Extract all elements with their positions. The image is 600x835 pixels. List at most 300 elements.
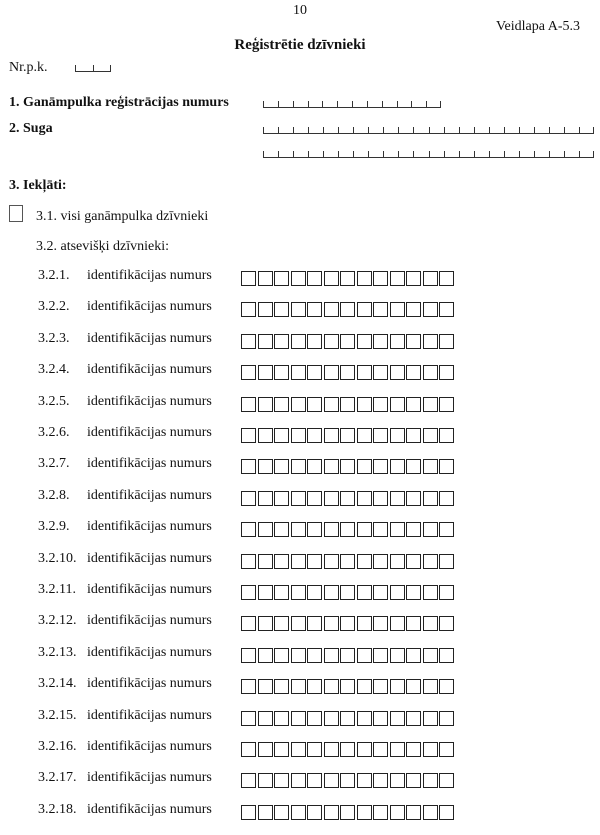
id-number-digit-box[interactable] [291,365,306,380]
id-number-digit-box[interactable] [307,271,322,286]
id-number-digit-box[interactable] [357,459,372,474]
id-number-digit-box[interactable] [241,711,256,726]
id-number-digit-box[interactable] [373,302,388,317]
id-number-digit-box[interactable] [307,302,322,317]
id-number-digit-box[interactable] [274,616,289,631]
id-number-item-number: 3.2.10. [38,550,77,566]
id-number-digit-box[interactable] [241,365,256,380]
id-number-digit-box[interactable] [274,679,289,694]
id-number-digit-box[interactable] [439,679,454,694]
id-number-digit-box[interactable] [439,522,454,537]
id-number-digit-box[interactable] [324,554,339,569]
id-number-digit-box[interactable] [373,334,388,349]
id-number-digit-box[interactable] [439,742,454,757]
id-number-digit-box[interactable] [439,616,454,631]
id-number-item-label: identifikācijas numurs [87,613,212,629]
nrpk-field[interactable] [75,63,111,72]
id-number-digit-box[interactable] [274,648,289,663]
id-number-digit-box[interactable] [324,616,339,631]
id-number-digit-box[interactable] [390,334,405,349]
id-number-digit-box[interactable] [390,302,405,317]
id-number-digit-box[interactable] [340,334,355,349]
id-number-digit-box[interactable] [324,648,339,663]
id-number-item-number: 3.2.17. [38,770,77,786]
id-number-digit-box[interactable] [274,302,289,317]
id-number-digit-box[interactable] [324,428,339,443]
nrpk-label: Nr.p.k. [9,60,48,75]
id-number-item-label: identifikācijas numurs [87,519,212,535]
id-number-digit-box[interactable] [406,711,421,726]
id-number-digit-box[interactable] [291,648,306,663]
id-number-digit-box[interactable] [241,302,256,317]
id-number-digit-box[interactable] [357,805,372,820]
id-number-digit-box[interactable] [390,491,405,506]
all-animals-option: 3.1. visi ganāmpulka dzīvnieki [36,209,209,224]
id-number-digit-box[interactable] [439,365,454,380]
id-number-digit-box[interactable] [357,522,372,537]
id-number-digit-box[interactable] [373,585,388,600]
id-number-digit-box[interactable] [423,428,438,443]
id-number-digit-box[interactable] [324,459,339,474]
id-number-digit-box[interactable] [307,554,322,569]
id-number-digit-box[interactable] [340,428,355,443]
id-number-input[interactable] [241,585,457,601]
id-number-digit-box[interactable] [241,616,256,631]
id-number-digit-box[interactable] [423,805,438,820]
id-number-input[interactable] [241,773,457,789]
id-number-digit-box[interactable] [274,428,289,443]
id-number-digit-box[interactable] [340,365,355,380]
id-number-digit-box[interactable] [357,711,372,726]
species-field-line-1[interactable] [263,125,594,134]
id-number-row [0,582,600,602]
id-number-input[interactable] [241,554,457,570]
id-number-digit-box[interactable] [274,491,289,506]
id-number-digit-box[interactable] [324,679,339,694]
id-number-digit-box[interactable] [241,491,256,506]
id-number-item-label: identifikācijas numurs [87,487,212,503]
id-number-digit-box[interactable] [373,742,388,757]
id-number-digit-box[interactable] [423,491,438,506]
id-number-digit-box[interactable] [423,585,438,600]
included-label: 3. Iekļāti: [9,178,67,193]
id-number-digit-box[interactable] [274,585,289,600]
id-number-row [0,676,600,696]
id-number-digit-box[interactable] [390,711,405,726]
id-number-digit-box[interactable] [274,334,289,349]
id-number-digit-box[interactable] [406,459,421,474]
id-number-digit-box[interactable] [291,302,306,317]
id-number-digit-box[interactable] [274,397,289,412]
id-number-digit-box[interactable] [241,742,256,757]
id-number-digit-box[interactable] [258,616,273,631]
id-number-digit-box[interactable] [241,459,256,474]
id-number-item-label: identifikācijas numurs [87,801,212,817]
herd-registration-number-field[interactable] [263,99,441,108]
id-number-digit-box[interactable] [258,459,273,474]
id-number-digit-box[interactable] [357,491,372,506]
id-number-digit-box[interactable] [258,585,273,600]
id-number-digit-box[interactable] [406,397,421,412]
id-number-digit-box[interactable] [406,554,421,569]
id-number-digit-box[interactable] [439,302,454,317]
id-number-digit-box[interactable] [258,648,273,663]
id-number-digit-box[interactable] [423,397,438,412]
id-number-digit-box[interactable] [373,428,388,443]
id-number-digit-box[interactable] [390,773,405,788]
id-number-digit-box[interactable] [390,679,405,694]
id-number-digit-box[interactable] [373,711,388,726]
id-number-digit-box[interactable] [324,711,339,726]
id-number-digit-box[interactable] [307,742,322,757]
id-number-digit-box[interactable] [357,365,372,380]
species-label: 2. Suga [9,121,53,136]
id-number-digit-box[interactable] [324,522,339,537]
id-number-digit-box[interactable] [373,616,388,631]
id-number-digit-box[interactable] [423,648,438,663]
id-number-digit-box[interactable] [340,302,355,317]
id-number-digit-box[interactable] [373,679,388,694]
id-number-digit-box[interactable] [373,397,388,412]
id-number-digit-box[interactable] [390,742,405,757]
id-number-digit-box[interactable] [373,522,388,537]
id-number-digit-box[interactable] [307,365,322,380]
id-number-digit-box[interactable] [439,554,454,569]
id-number-digit-box[interactable] [274,711,289,726]
id-number-digit-box[interactable] [357,397,372,412]
id-number-digit-box[interactable] [423,616,438,631]
id-number-digit-box[interactable] [439,428,454,443]
id-number-digit-box[interactable] [241,554,256,569]
id-number-digit-box[interactable] [423,459,438,474]
id-number-digit-box[interactable] [423,773,438,788]
id-number-digit-box[interactable] [406,742,421,757]
id-number-digit-box[interactable] [406,585,421,600]
individual-animals-option: 3.2. atsevišķi dzīvnieki: [36,239,169,254]
id-number-digit-box[interactable] [307,491,322,506]
id-number-item-label: identifikācijas numurs [87,425,212,440]
id-number-digit-box[interactable] [340,711,355,726]
id-number-digit-box[interactable] [258,271,273,286]
id-number-digit-box[interactable] [274,773,289,788]
id-number-digit-box[interactable] [241,522,256,537]
id-number-digit-box[interactable] [340,271,355,286]
id-number-item-number: 3.2.13. [38,644,77,660]
id-number-digit-box[interactable] [406,805,421,820]
id-number-digit-box[interactable] [274,459,289,474]
id-number-digit-box[interactable] [357,679,372,694]
id-number-digit-box[interactable] [241,585,256,600]
id-number-input[interactable] [241,648,457,664]
id-number-digit-box[interactable] [373,365,388,380]
id-number-digit-box[interactable] [340,773,355,788]
id-number-digit-box[interactable] [357,334,372,349]
id-number-digit-box[interactable] [357,428,372,443]
id-number-digit-box[interactable] [274,742,289,757]
id-number-digit-box[interactable] [373,773,388,788]
id-number-digit-box[interactable] [439,491,454,506]
id-number-digit-box[interactable] [373,459,388,474]
id-number-digit-box[interactable] [439,773,454,788]
id-number-digit-box[interactable] [241,805,256,820]
id-number-digit-box[interactable] [439,271,454,286]
id-number-input[interactable] [241,428,457,444]
id-number-digit-box[interactable] [406,365,421,380]
id-number-digit-box[interactable] [423,522,438,537]
id-number-digit-box[interactable] [324,491,339,506]
id-number-digit-box[interactable] [291,334,306,349]
id-number-digit-box[interactable] [324,365,339,380]
id-number-digit-box[interactable] [423,711,438,726]
id-number-digit-box[interactable] [258,711,273,726]
id-number-digit-box[interactable] [258,491,273,506]
id-number-input[interactable] [241,711,457,727]
id-number-input[interactable] [241,271,457,287]
id-number-digit-box[interactable] [373,805,388,820]
id-number-digit-box[interactable] [357,585,372,600]
id-number-digit-box[interactable] [241,773,256,788]
id-number-digit-box[interactable] [406,648,421,663]
id-number-row [0,456,600,476]
id-number-row [0,362,600,382]
id-number-digit-box[interactable] [307,773,322,788]
id-number-digit-box[interactable] [258,302,273,317]
id-number-digit-box[interactable] [307,459,322,474]
id-number-input[interactable] [241,805,457,821]
id-number-digit-box[interactable] [274,805,289,820]
id-number-digit-box[interactable] [340,585,355,600]
id-number-digit-box[interactable] [340,522,355,537]
id-number-item-label: identifikācijas numurs [87,644,212,660]
id-number-input[interactable] [241,742,457,758]
id-number-item-label: identifikācijas numurs [87,268,212,283]
id-number-digit-box[interactable] [258,365,273,380]
id-number-digit-box[interactable] [423,679,438,694]
id-number-digit-box[interactable] [291,428,306,443]
id-number-item-label: identifikācijas numurs [87,739,212,754]
id-number-item-label: identifikācijas numurs [87,456,212,472]
id-number-digit-box[interactable] [390,616,405,631]
id-number-digit-box[interactable] [291,397,306,412]
id-number-digit-box[interactable] [390,585,405,600]
id-number-digit-box[interactable] [291,773,306,788]
id-number-digit-box[interactable] [439,648,454,663]
id-number-digit-box[interactable] [390,271,405,286]
id-number-digit-box[interactable] [307,397,322,412]
id-number-digit-box[interactable] [423,554,438,569]
id-number-digit-box[interactable] [241,397,256,412]
id-number-digit-box[interactable] [406,773,421,788]
id-number-input[interactable] [241,522,457,538]
id-number-digit-box[interactable] [241,428,256,443]
id-number-digit-box[interactable] [307,648,322,663]
id-number-item-number: 3.2.4. [38,362,70,378]
id-number-digit-box[interactable] [357,616,372,631]
id-number-input[interactable] [241,365,457,381]
id-number-digit-box[interactable] [307,522,322,537]
id-number-digit-box[interactable] [291,459,306,474]
id-number-digit-box[interactable] [291,616,306,631]
id-number-digit-box[interactable] [357,648,372,663]
id-number-digit-box[interactable] [258,742,273,757]
id-number-digit-box[interactable] [340,805,355,820]
id-number-digit-box[interactable] [439,334,454,349]
id-number-digit-box[interactable] [307,585,322,600]
id-number-digit-box[interactable] [241,271,256,286]
id-number-digit-box[interactable] [373,554,388,569]
id-number-digit-box[interactable] [340,397,355,412]
id-number-digit-box[interactable] [390,365,405,380]
form-code: Veidlapa A-5.3 [496,19,580,34]
id-number-digit-box[interactable] [357,271,372,286]
id-number-digit-box[interactable] [274,365,289,380]
id-number-digit-box[interactable] [390,397,405,412]
id-number-digit-box[interactable] [406,679,421,694]
id-number-item-number: 3.2.15. [38,707,77,723]
id-number-digit-box[interactable] [307,805,322,820]
id-number-digit-box[interactable] [340,459,355,474]
id-number-input[interactable] [241,459,457,475]
id-number-digit-box[interactable] [324,302,339,317]
document-title: Reģistrētie dzīvnieki [234,37,366,53]
id-number-digit-box[interactable] [439,397,454,412]
id-number-row [0,802,600,822]
page-number: 10 [293,3,307,18]
id-number-digit-box[interactable] [241,679,256,694]
id-number-digit-box[interactable] [439,805,454,820]
id-number-digit-box[interactable] [291,742,306,757]
id-number-digit-box[interactable] [307,616,322,631]
id-number-row [0,425,600,445]
id-number-item-number: 3.2.9. [38,519,70,535]
id-number-digit-box[interactable] [340,554,355,569]
id-number-digit-box[interactable] [406,522,421,537]
id-number-digit-box[interactable] [390,648,405,663]
id-number-digit-box[interactable] [373,271,388,286]
id-number-digit-box[interactable] [291,522,306,537]
id-number-digit-box[interactable] [390,428,405,443]
id-number-item-number: 3.2.18. [38,801,77,817]
id-number-item-label: identifikācijas numurs [87,582,212,597]
id-number-digit-box[interactable] [439,711,454,726]
id-number-item-number: 3.2.12. [38,613,77,629]
id-number-digit-box[interactable] [258,334,273,349]
id-number-digit-box[interactable] [423,271,438,286]
id-number-item-number: 3.2.5. [38,393,70,409]
id-number-row [0,645,600,665]
species-field-line-2[interactable] [263,149,594,158]
id-number-row [0,488,600,508]
id-number-digit-box[interactable] [406,616,421,631]
id-number-digit-box[interactable] [340,648,355,663]
id-number-digit-box[interactable] [291,491,306,506]
id-number-digit-box[interactable] [373,491,388,506]
id-number-digit-box[interactable] [357,742,372,757]
id-number-digit-box[interactable] [258,554,273,569]
id-number-input[interactable] [241,397,457,413]
id-number-row [0,268,600,288]
id-number-digit-box[interactable] [390,805,405,820]
id-number-digit-box[interactable] [357,554,372,569]
id-number-digit-box[interactable] [340,742,355,757]
id-number-input[interactable] [241,302,457,318]
id-number-digit-box[interactable] [423,302,438,317]
id-number-digit-box[interactable] [258,679,273,694]
id-number-input[interactable] [241,616,457,632]
id-number-digit-box[interactable] [291,711,306,726]
id-number-digit-box[interactable] [307,334,322,349]
id-number-digit-box[interactable] [324,397,339,412]
id-number-digit-box[interactable] [423,365,438,380]
id-number-item-label: identifikācijas numurs [87,393,212,409]
id-number-digit-box[interactable] [324,805,339,820]
id-number-digit-box[interactable] [241,334,256,349]
id-number-digit-box[interactable] [406,491,421,506]
id-number-row [0,519,600,539]
id-number-digit-box[interactable] [274,271,289,286]
id-number-input[interactable] [241,334,457,350]
id-number-digit-box[interactable] [423,334,438,349]
id-number-digit-box[interactable] [324,334,339,349]
id-number-digit-box[interactable] [423,742,438,757]
id-number-digit-box[interactable] [390,554,405,569]
id-number-digit-box[interactable] [390,459,405,474]
id-number-digit-box[interactable] [340,616,355,631]
id-number-digit-box[interactable] [390,522,405,537]
id-number-digit-box[interactable] [324,271,339,286]
id-number-digit-box[interactable] [406,271,421,286]
id-number-digit-box[interactable] [307,679,322,694]
all-animals-checkbox[interactable] [9,205,23,222]
id-number-digit-box[interactable] [291,679,306,694]
id-number-digit-box[interactable] [291,805,306,820]
id-number-item-number: 3.2.16. [38,739,77,754]
id-number-digit-box[interactable] [340,679,355,694]
id-number-digit-box[interactable] [406,428,421,443]
id-number-digit-box[interactable] [291,585,306,600]
id-number-digit-box[interactable] [406,334,421,349]
id-number-digit-box[interactable] [307,428,322,443]
id-number-digit-box[interactable] [324,742,339,757]
id-number-digit-box[interactable] [274,522,289,537]
id-number-digit-box[interactable] [324,585,339,600]
id-number-digit-box[interactable] [241,648,256,663]
id-number-digit-box[interactable] [324,773,339,788]
id-number-digit-box[interactable] [373,648,388,663]
id-number-digit-box[interactable] [258,522,273,537]
id-number-digit-box[interactable] [406,302,421,317]
id-number-input[interactable] [241,679,457,695]
id-number-row [0,551,600,571]
id-number-digit-box[interactable] [340,491,355,506]
id-number-digit-box[interactable] [258,397,273,412]
id-number-digit-box[interactable] [357,302,372,317]
id-number-digit-box[interactable] [258,773,273,788]
id-number-item-number: 3.2.6. [38,425,70,440]
id-number-row [0,770,600,790]
id-number-digit-box[interactable] [291,554,306,569]
id-number-digit-box[interactable] [439,585,454,600]
id-number-digit-box[interactable] [258,805,273,820]
id-number-digit-box[interactable] [291,271,306,286]
id-number-digit-box[interactable] [357,773,372,788]
id-number-digit-box[interactable] [258,428,273,443]
id-number-item-number: 3.2.11. [38,582,76,597]
id-number-digit-box[interactable] [274,554,289,569]
id-number-input[interactable] [241,491,457,507]
id-number-digit-box[interactable] [307,711,322,726]
id-number-digit-box[interactable] [439,459,454,474]
